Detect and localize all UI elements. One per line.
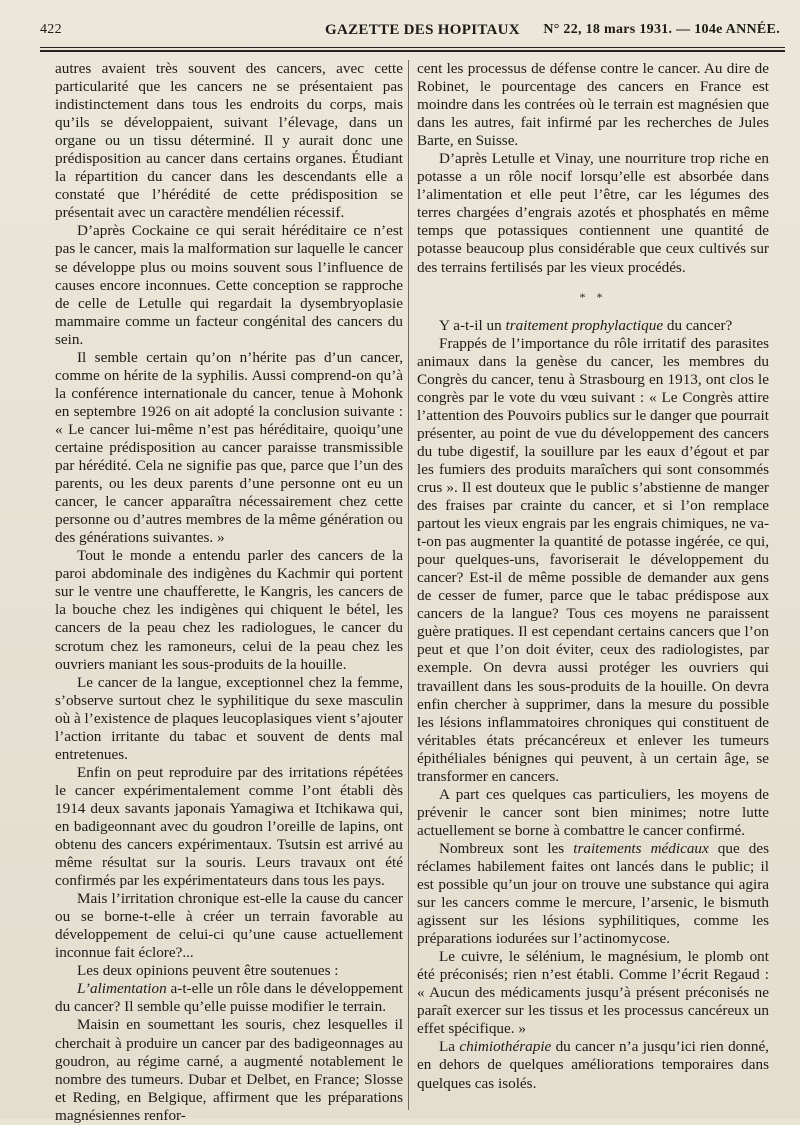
paragraph: Il semble certain qu’on n’hérite pas d’un cancer, comme on hérite de la syphilis. Aussi comprend-on qu’à la conférence internationale du cancer, tenue à Mohonk en septembre 1926 on ait adopté la conclusion suivante : « Le cancer lui-même n’est pas héréditaire, quoiqu’une certaine prédisposition au cancer paraisse transmissible par hérédité. Cela ne signifie pas que, parce que l’un des parents, ou les deux parents d’une personne ont eu un cancer, le cancer apparaîtra nécessairement chez cette personne ou d’autres membres de la même génération ou des générations suivantes. » [55,348,403,547]
paragraph: Le cuivre, le sélénium, le magnésium, le plomb ont été préconisés; rien n’est établi. Comme l’écrit Regaud : « Aucun des médicaments jusqu’à présent préconisés ne paraît exercer sur les tissus et les processus cancéreux un effet spécifique. » [417,948,769,1038]
italic-term: chimiothérapie [459,1038,552,1056]
paragraph: A part ces quelques cas particuliers, les moyens de prévenir le cancer sont bien minimes; notre lutte actuellement se borne à combattre le cancer confirmé. [417,785,769,839]
paragraph-text: que des réclames habilement faites ont lancés dans le public; il est possible qu’un jour on trouve une substance qui agira sur les cancers comme le mercure, l’arsenic, le bismuth agissent sur les lésions syphilitiques, comme les préparations iodurées sur l’actinomycose. [417,839,769,948]
paragraph [417,317,769,335]
paragraph: Enfin on peut reproduire par des irritations répétées le cancer expérimentalement comme l’ont établi dès 1914 deux savants japonais Yamagiwa et Itchikawa qui, en badigeonnant avec du goudron l’oreille de lapins, ont obtenu des cancers expérimentaux. Tsutsin est arrivé au même résultat sur la souris. Leurs travaux ont été confirmés par les expérimentateurs dans tous les pays. [55,763,403,890]
paragraph: D’après Letulle et Vinay, une nourriture trop riche en potasse a un rôle nocif lorsqu’elle est absorbée dans l’alimentation et elle peut l’être, car les légumes des terres chargées d’engrais azotés et phosphatés en même temps que potassiques contiennent une quantité de potasse beaucoup plus considérable que ceux cultivés sur des terrains fertilisés par les vieux procédés. [417,150,769,276]
left-column [55,60,403,1124]
paragraph: Frappés de l’importance du rôle irritatif des parasites animaux dans la genèse du cancer, les membres du Congrès du cancer, tenu à Strasbourg en 1913, ont clos le congrès par le vote du vœu suivant : « Le Congrès attire l’attention des Pouvoirs publics sur le danger que pourrait présenter, au point de vue du développement des cancers du tube digestif, la souillure par les eaux d’égout et par les fumiers des produits maraîchers qui sont consommés crus ». Il est douteux que le public s’abstienne de manger des fraises par crainte du cancer, et si l’on remplace partout les vieux engrais par les engrais chimiques, ne va-t-on pas augmenter la quantité de potasse ingérée, ce qui, pour quelques-uns, favoriserait le développement du cancer? Est-il de même possible de demander aux gens de cesser de fumer, parce que le tabac prédispose aux cancers de la langue? Tous ces moyens ne paraissent guère pratiques. Il est cependant certains cancers que l’on peut et que l’on doit éviter, ceux des radiologistes, par exemple. On devra aussi protéger les ouvriers qui travaillent dans les sous-produits de la houille. On devra enfin chercher à supprimer, dans la mesure du possible les lésions inflammatoires chroniques qui constituent de véritables états précancéreux et enlever les tumeurs épithéliales bénignes qui peuvent, à un certain âge, se transformer en cancers. [417,334,769,785]
running-header [40,22,780,44]
page-number: 422 [40,22,62,37]
section-separator: * * [579,289,607,304]
paragraph-text: Y a-t-il un [439,316,506,334]
paragraph-text: a-t-elle un rôle dans le développement du cancer? Il semble qu’elle puisse modifier le terrain. [55,980,403,1016]
paragraph: Les deux opinions peuvent être soutenues : [77,962,339,980]
paragraph [55,980,403,1016]
paragraph: Maisin en soumettant les souris, chez lesquelles il cherchait à produire un cancer par des badigeonnages au goudron, au régime carné, a augmenté notablement le nombre des tumeurs. Dubar et Delbet, en France; Slosse et Reding, en Belgique, affirment que les préparations magnésiennes renfor- [55,1016,403,1124]
paragraph: Le cancer de la langue, exceptionnel chez la femme, s’observe surtout chez le syphilitique du sexe masculin où à l’existence de plaques leucoplasiques vient s’ajouter l’action irritante du tabac et souvent de dents mal entretenues. [55,673,403,763]
paragraph-text: La [439,1038,460,1056]
italic-term: traitement prophylactique [505,316,664,334]
journal-title: GAZETTE DES HOPITAUX [325,22,520,38]
right-column [417,60,769,1110]
paragraph-text: du cancer? [663,316,733,334]
paragraph [417,1038,769,1092]
italic-term: traitements médicaux [573,839,709,857]
column-divider [408,60,409,1110]
paragraph-text: du cancer n’a jusqu’ici rien donné, en dehors de quelques améliorations temporaires dans quelques cas isolés. [417,1038,769,1092]
issue-info: N° 22, 18 mars 1931. — 104e ANNÉE. [543,22,780,37]
paragraph: D’après Cockaine ce qui serait héréditaire ce n’est pas le cancer, mais la malformation sur laquelle le cancer se développe plus ou moins souvent sous l’influence de causes encore inconnues. Cette conception se rapproche de celle de Letulle qui regardait la dysembryoplasie mammaire comme un facteur congénital des cancers du sein. [55,222,403,348]
paragraph [417,840,769,948]
paragraph: Tout le monde a entendu parler des cancers de la paroi abdominale des indigènes du Kachmir qui portent sur le ventre une chaufferette, le Kangris, les cancers de la bouche chez les indigènes qui chiquent le bétel, les cancers de la peau chez les radiologues, le cancer du scrotum chez les ramoneurs, celui de la peau chez les ouvriers maniant les sous-produits de la houille. [55,547,403,673]
header-rule [40,47,785,48]
paragraph: Mais l’irritation chronique est-elle la cause du cancer ou se borne-t-elle à créer un terrain favorable au développement de celui-ci qu’une cause actuellement inconnue fait éclore?... [55,890,403,962]
paragraph: cent les processus de défense contre le cancer. Au dire de Robinet, le pourcentage des cancers en France est moindre dans les contrées où le terrain est magnésien que dans les autres, fait infirmé par les recherches de Jules Barte, en Suisse. [417,60,769,150]
italic-term: L’alimentation [77,980,167,998]
paragraph-text: Nombreux sont les [439,839,574,857]
paragraph: autres avaient très souvent des cancers, avec cette particularité que les cancers ne se présentaient pas indistinctement dans tous les endroits du corps, mais qu’ils se développaient, suivant l’élevage, dans un organe ou un tissu déterminé. Il y aurait donc une prédisposition au cancer dans certains organes. Étudiant la répartition du cancer dans les descendants elle a constaté que l’hérédité de cette prédisposition se présentait avec un caractère mendélien récessif. [55,60,403,222]
header-rule-thick [40,50,785,52]
